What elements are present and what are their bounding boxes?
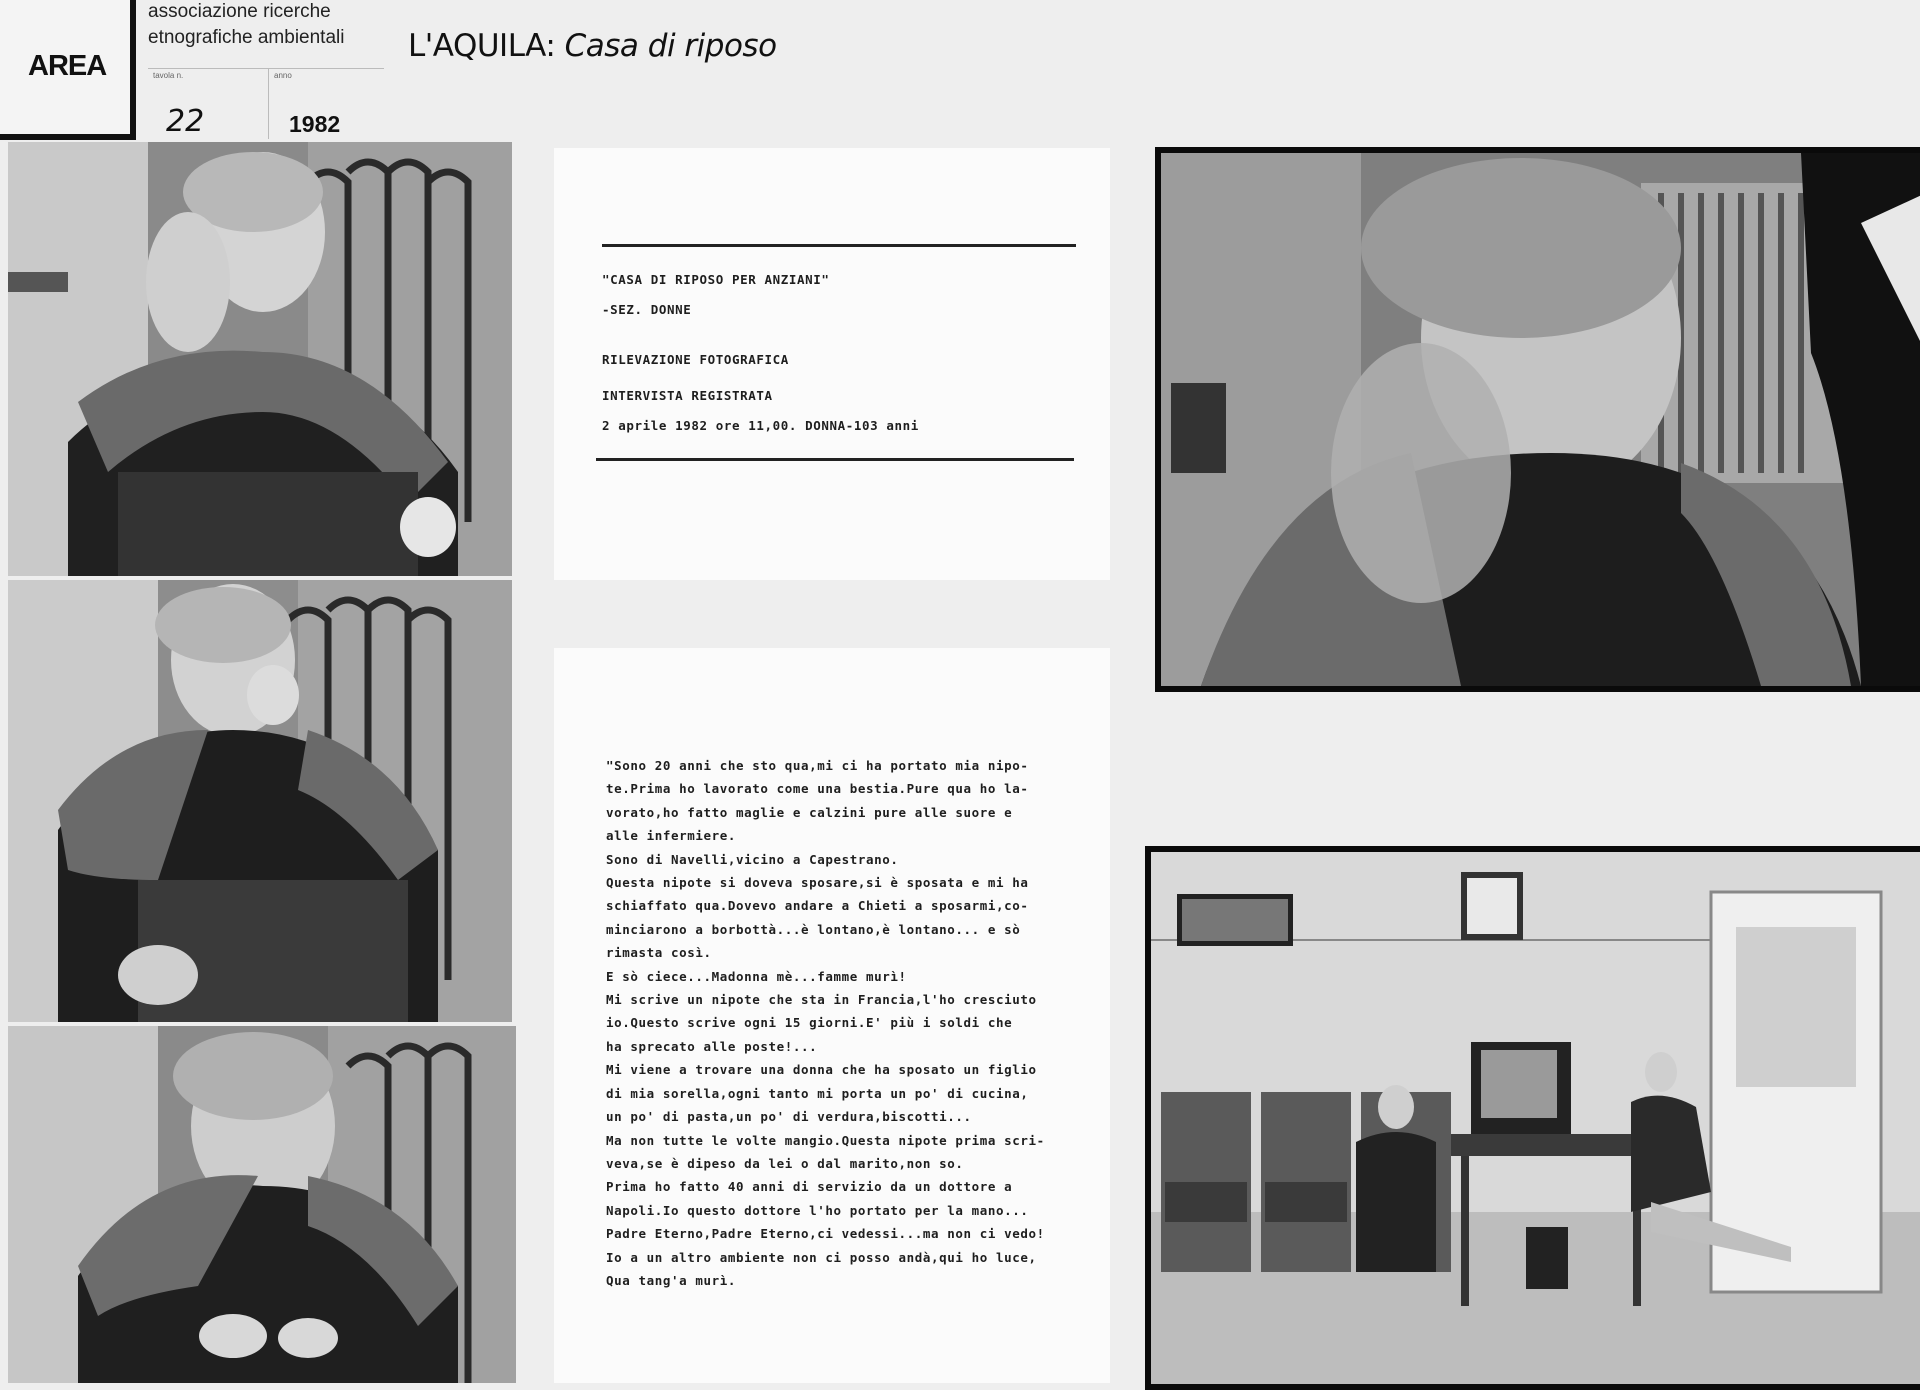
interview-transcript: "Sono 20 anni che sto qua,mi ci ha portato mia nipo- te.Prima ho lavorato come una bestia.Pure qua ho la- vorato,ho fatto maglie e calzini pure alle suore e alle infermiere. Sono di Navelli,vicino a Capestrano. Questa nipote si doveva sposare,si è sposata e mi ha schiaffato qua.Dovevo andare a Chieti a sposarmi,co- minciarono a borbottà...è lontano,è lontano... e sò rimasta così. E sò ciece...Madonna mè...famme murì! Mi scrive un nipote che sta in Francia,l'ho cresciuto io.Questo scrive ogni 15 giorni.E' più i soldi che ha sprecato alle poste!... Mi viene a trovare una donna che ha sposato un figlio di mia sorella,ogni tanto mi porta un po' di cucina, un po' di pasta,un po' di verdura,biscotti... Ma non tutte le volte mangio.Questa nipote prima scri- veva,se è dipeso da lei o dal marito,non so. Prima ho fatto 40 anni di servizio da un dottore a Napoli.Io questo dottore l'ho portato per la mano... Padre Eterno,Padre Eterno,ci vedessi...ma non ci vedo! Io a un altro ambiente non ci posso andà,qui ho luce, Qua tang'a murì. xyxy=(606,758,1045,1288)
area-logo-box xyxy=(0,0,136,140)
photo-common-room xyxy=(1145,846,1920,1390)
sheet-metadata xyxy=(148,68,384,139)
info-rule-bottom xyxy=(596,458,1074,461)
interview-card xyxy=(554,648,1110,1383)
area-logo-text: AREA xyxy=(28,50,107,82)
anno-cell xyxy=(269,69,384,139)
page-title xyxy=(408,28,777,64)
info-recorded-interview: INTERVISTA REGISTRATA xyxy=(602,388,773,403)
tavola-cell xyxy=(148,69,269,139)
photo-woman-hand-at-mouth xyxy=(8,580,512,1022)
info-date-subject: 2 aprile 1982 ore 11,00. DONNA-103 anni xyxy=(602,418,919,433)
title-subject: Casa di riposo xyxy=(564,28,777,64)
tavola-caption: tavola n. xyxy=(153,71,184,80)
year-value: 1982 xyxy=(289,111,341,137)
tavola-number: 22 xyxy=(166,104,205,139)
info-rule-top xyxy=(602,244,1076,247)
photo-woman-looking-down xyxy=(8,1026,516,1383)
photo-closeup-woman-waving xyxy=(1155,147,1920,692)
anno-caption: anno xyxy=(274,71,292,80)
info-institution: "CASA DI RIPOSO PER ANZIANI" xyxy=(602,272,830,287)
association-name-line2: etnografiche ambientali xyxy=(148,27,345,48)
photo-woman-waving xyxy=(8,142,512,576)
info-section: -SEZ. DONNE xyxy=(602,302,692,317)
association-name-line1: associazione ricerche xyxy=(148,1,331,22)
info-card xyxy=(554,148,1110,580)
title-place: L'AQUILA: xyxy=(408,28,556,64)
info-photo-survey: RILEVAZIONE FOTOGRAFICA xyxy=(602,352,789,367)
